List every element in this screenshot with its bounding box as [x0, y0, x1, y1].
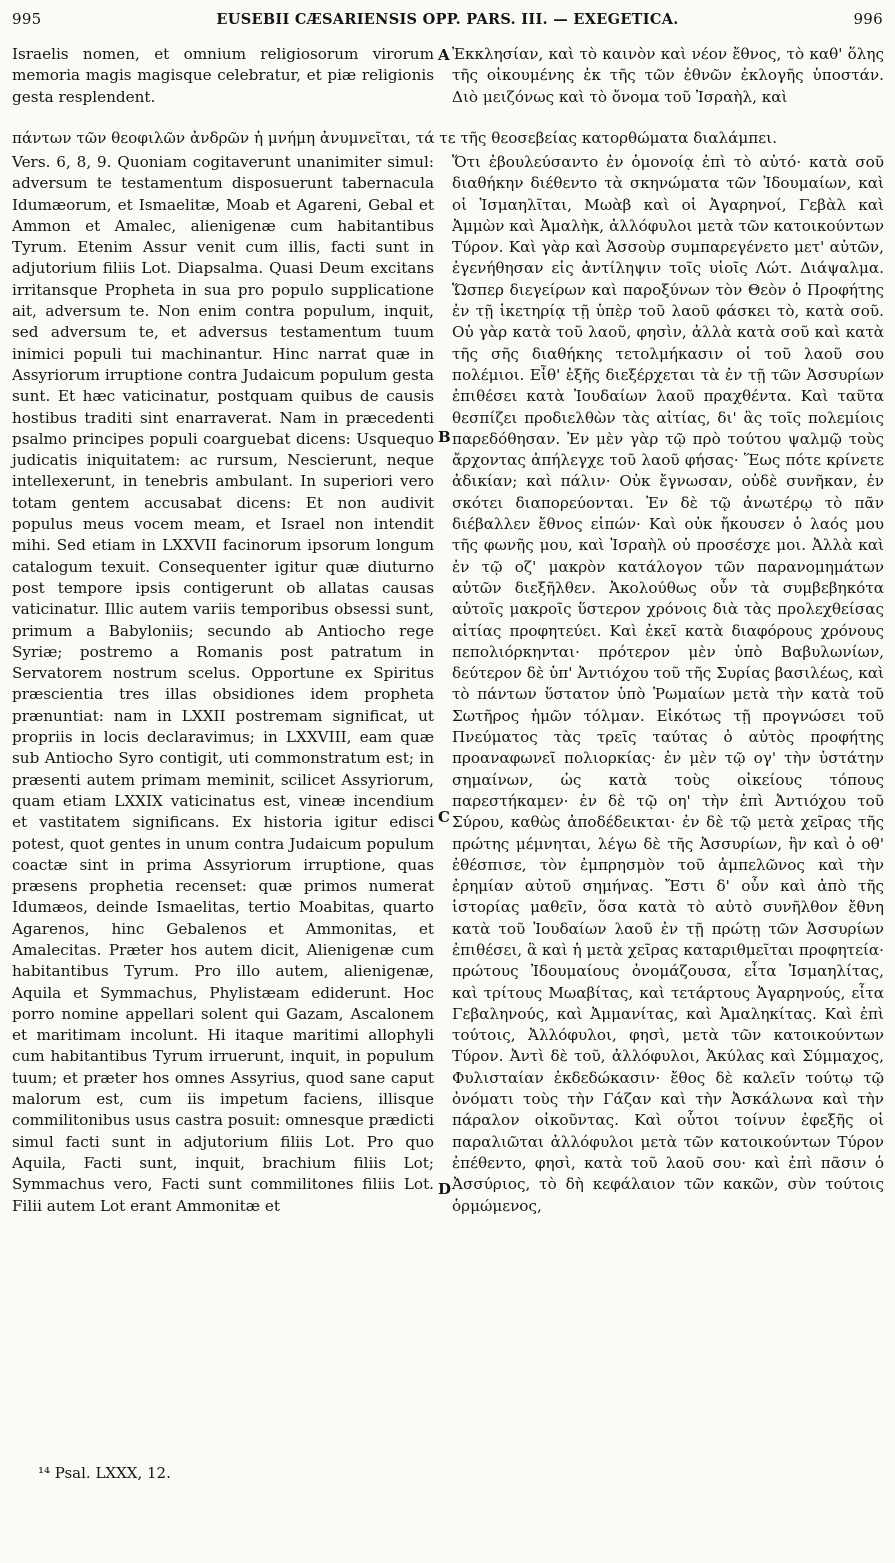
- greek-paragraph-top: Ἐκκλησίαν, καὶ τὸ καινὸν καὶ νέον ἔθνος, τὸ καθ' ὅλης τῆς οἰκουμένης ἐκ τῆς τῶν ἐθνῶν ἐκλογῆς ὑποστάν. Διὸ μειζόνως καὶ τὸ ὄνομα τοῦ Ἰσραὴλ, καὶ: [452, 45, 884, 106]
- latin-paragraph: Vers. 6, 8, 9. Quoniam cogitaverunt unanimiter simul: adversum te testamentum disposuerunt tabernacula Idumæorum, et Ismaelitæ, Moab et Agareni, Gebal et Ammon et Amalec, alienigenæ cum habitantibus Tyrum. Etenim Assur venit cum illis, facti sunt in adjutorium filiis Lot. Diapsalma. Quasi Deum excitans irritansque Propheta in sua pro populo supplicatione ait, adversum te. Non enim contra populum, inquit, sed adversum te, et adversus testamentum tuum inimici populi tui machinantur. Hinc narrat quæ in Assyriorum irruptione contra Judaicum populum gesta sunt. Et hæc vaticinatur, postquam quibus de causis hostibus traditi sint enarraverat. Nam in præcedenti psalmo principes populi coarguebat dicens: Usquequo judicatis iniquitatem: ac rursum, Nescierunt, neque intellexerunt, in tenebris ambulant. In superiori vero totam gentem accusabat dicens: Et non audivit populus meus vocem meam, et Israel non intendit mihi. Sed etiam in LXXVII facinorum ipsorum longum catalogum texuit. Consequenter igitur quæ diuturno post tempore ipsis contigerunt ob allatas causas vaticinatur. Illic autem variis temporibus obsessi sunt, primum a Babyloniis; secundo ab Antiocho rege Syriæ; postremo a Romanis post patratum in Servatorem nostrum scelus. Opportune ex Spiritus præscientia tres illas obsidiones idem propheta prænuntiat: nam in LXXII postremam significat, ut propriis in locis declaravimus; in LXXVIII, eam quæ sub Antiocho Syro contigit, uti commonstratum est; in præsenti autem primam meminit, scilicet Assyriorum, quam etiam LXXIX vaticinatus est, vineæ incendium et vastitatem significans. Ex historia igitur edisci potest, quot gentes in unum contra Judaicum populum coactæ sint in prima Assyriorum irruptione, quas præsens prophetia recenset: quæ primos numerat Idumæos, deinde Ismaelitas, tertio Moabitas, quarto Agarenos, hinc Gebalenos et Ammonitas, et Amalecitas. Præter hos autem dicit, Alienigenæ cum habitantibus Tyrum. Pro illo autem, alienigenæ, Aquila et Symmachus, Phylistæam ediderunt. Hoc porro nomine appellari solent qui Gazam, Ascalonem et maritimam incolunt. Hi itaque maritimi allophyli cum habitantibus Tyrum irruerunt, inquit, in populum tuum; et præter hos omnes Assyrius, quod sane caput malorum est, cum iis impetum faciens, illisque commilitonibus usus castra posuit: omnesque prædicti simul facti sunt in adjutorium filiis Lot. Pro quo Aquila, Facti sunt, inquit, brachium filiis Lot; Symmachus vero, Facti sunt commilitones filiis Lot. Filii autem Lot erant Ammonitæ et: [12, 153, 434, 1215]
- greek-spanning-line: πάντων τῶν θεοφιλῶν ἀνδρῶν ἡ μνήμη ἀνυμνεῖται, τά τε τῆς θεοσεβείας κατορθώματα διαλάμπει.: [12, 129, 777, 147]
- section-marker-c: C: [438, 808, 450, 826]
- running-title: EUSEBII CÆSARIENSIS OPP. PARS. III. — EXEGETICA.: [216, 11, 679, 28]
- latin-column: [12, 152, 434, 1217]
- running-header: [12, 10, 883, 32]
- greek-column-top: [452, 44, 884, 108]
- section-marker-b: B: [438, 428, 451, 446]
- footnote: ¹⁴ Psal. LXXX, 12.: [38, 1464, 171, 1482]
- section-marker-d: D: [438, 1180, 452, 1198]
- latin-column-top: [12, 44, 434, 108]
- section-marker-a: A: [438, 46, 450, 64]
- greek-paragraph: Ὅτι ἐβουλεύσαντο ἐν ὁμονοίᾳ ἐπὶ τὸ αὐτό· κατὰ σοῦ διαθήκην διέθεντο τὰ σκηνώματα τῶν Ἰδουμαίων, καὶ οἱ Ἰσμαηλῖται, Μωὰβ καὶ οἱ Ἀγαρηνοί, Γεβὰλ καὶ Ἀμμὼν καὶ Ἀμαλὴκ, ἀλλόφυλοι μετὰ τῶν κατοικούντων Τύρον. Καὶ γὰρ καὶ Ἀσσοὺρ συμπαρεγένετο μετ' αὐτῶν, ἐγενήθησαν εἰς ἀντίληψιν τοῖς υἱοῖς Λώτ. Διάψαλμα. Ὥσπερ διεγείρων καὶ παροξύνων τὸν Θεὸν ὁ Προφήτης ἐν τῇ ἱκετηρίᾳ τῇ ὑπὲρ τοῦ λαοῦ φάσκει τὸ, κατὰ σοῦ. Οὐ γὰρ κατὰ τοῦ λαοῦ, φησὶν, ἀλλὰ κατὰ σοῦ καὶ κατὰ τῆς σῆς διαθήκης τετολμήκασιν οἱ τοῦ λαοῦ σου πολέμιοι. Εἶθ' ἑξῆς διεξέρχεται τὰ ἐν τῇ τῶν Ἀσσυρίων ἐπιθέσει κατὰ Ἰουδαίων λαοῦ πραχθέντα. Καὶ ταῦτα θεσπίζει προδιελθὼν τὰς αἰτίας, δι' ἃς τοῖς πολεμίοις παρεδόθησαν. Ἐν μὲν γὰρ τῷ πρὸ τούτου ψαλμῷ τοὺς ἄρχοντας ἀπήλεγχε τοῦ λαοῦ φήσας· Ἕως πότε κρίνετε ἀδικίαν; καὶ πάλιν· Οὐκ ἔγνωσαν, οὐδὲ συνῆκαν, ἐν σκότει διαπορεύονται. Ἐν δὲ τῷ ἀνωτέρῳ τὸ πᾶν διέβαλλεν ἔθνος εἰπών· Καὶ οὐκ ἤκουσεν ὁ λαός μου τῆς φωνῆς μου, καὶ Ἰσραὴλ οὐ προσέσχε μοι. Ἀλλὰ καὶ ἐν τῷ οζ' μακρὸν κατάλογον τῶν παρανομημάτων αὐτῶν διεξῆλθεν. Ἀκολούθως οὖν τὰ συμβεβηκότα αὐτοῖς μακροῖς ὕστερον χρόνοις διὰ τὰς προλεχθείσας αἰτίας προφητεύει. Καὶ ἐκεῖ κατὰ διαφόρους χρόνους πεπολιόρκηνται· πρότερον μὲν ὑπὸ Βαβυλωνίων, δεύτερον δὲ ὑπ' Ἀντιόχου τοῦ τῆς Συρίας βασιλέως, καὶ τὸ πάντων ὕστατον ὑπὸ Ῥωμαίων μετὰ τὴν κατὰ τοῦ Σωτῆρος ἡμῶν τόλμαν. Εἰκότως τῇ προγνώσει τοῦ Πνεύματος τὰς τρεῖς ταύτας ὁ αὐτὸς προφήτης προαναφωνεῖ πολιορκίας· ἐν μὲν τῷ ογ' τὴν ὑστάτην σημαίνων, ὡς κατὰ τοὺς οἰκείους τόπους παρεστήκαμεν· ἐν δὲ τῷ οη' τὴν ἐπὶ Ἀντιόχου τοῦ Σύρου, καθὼς ἀποδέδεικται· ἐν δὲ τῷ μετὰ χεῖρας τῆς πρώτης μέμνηται, λέγω δὲ τῆς Ἀσσυρίων, ἣν καὶ ὁ οθ' ἐθέσπισε, τὸν ἐμπρησμὸν τοῦ ἀμπελῶνος καὶ τὴν ἐρημίαν αὐτοῦ σημήνας. Ἔστι δ' οὖν καὶ ἀπὸ τῆς ἱστορίας μαθεῖν, ὅσα κατὰ τὸ αὐτὸ συνῆλθον ἔθνη κατὰ τοῦ Ἰουδαίων λαοῦ ἐν τῇ πρώτῃ τῶν Ἀσσυρίων ἐπιθέσει, ἃ καὶ ἡ μετὰ χεῖρας καταριθμεῖται προφητεία· πρώτους Ἰδουμαίους ὀνομάζουσα, εἶτα Ἰσμαηλίτας, καὶ τρίτους Μωαβίτας, καὶ τετάρτους Ἀγαρηνούς, εἶτα Γεβαληνούς, καὶ Ἀμμανίτας, καὶ Ἀμαληκίτας. Καὶ ἐπὶ τούτοις, Ἀλλόφυλοι, φησὶ, μετὰ τῶν κατοικούντων Τύρον. Ἀντὶ δὲ τοῦ, ἀλλόφυλοι, Ἀκύλας καὶ Σύμμαχος, Φυλισταίαν ἐκδεδώκασιν· ἔθος δὲ καλεῖν τούτῳ τῷ ὀνόματι τοὺς τὴν Γάζαν καὶ τὴν Ἀσκάλωνα καὶ τὴν πάραλον οἰκοῦντας. Καὶ οὗτοι τοίνυν ἐφεξῆς οἱ παραλιῶται ἀλλόφυλοι μετὰ τῶν κατοικούντων Τύρον ἐπέθεντο, φησὶ, κατὰ τοῦ λαοῦ σου· καὶ ἐπὶ πᾶσιν ὁ Ἀσσύριος, τὸ δὴ κεφάλαιον τῶν κακῶν, σὺν τούτοις ὁρμώμενος,: [452, 153, 884, 1215]
- latin-paragraph-top: Israelis nomen, et omnium religiosorum virorum memoria magis magisque celebratur, et piæ religionis gesta resplendent.: [12, 45, 434, 106]
- page-number-right: 996: [853, 10, 883, 28]
- page-number-left: 995: [12, 10, 42, 28]
- greek-column: [452, 152, 884, 1217]
